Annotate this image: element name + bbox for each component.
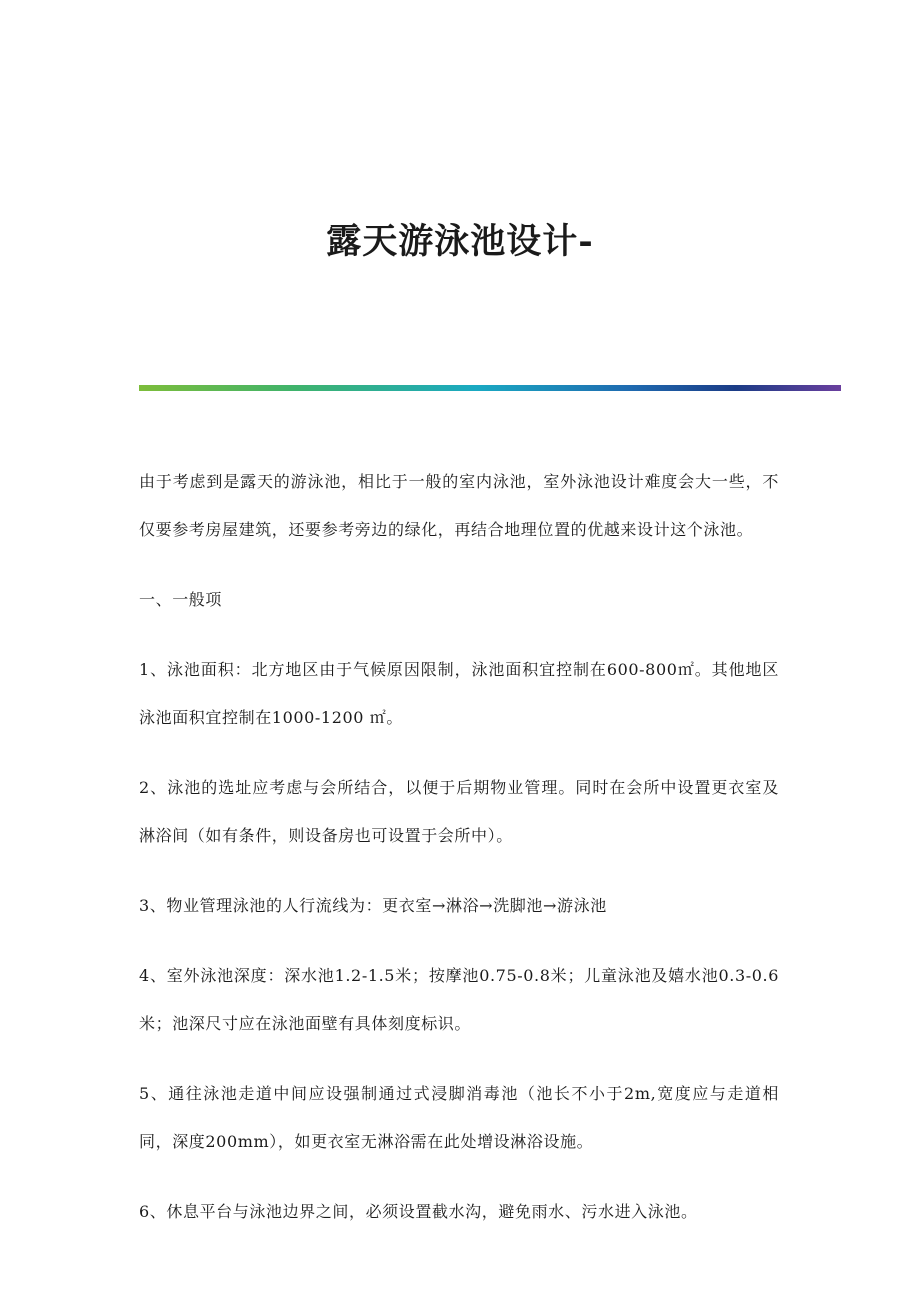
item-6-drainage-ditch: 6、休息平台与泳池边界之间，必须设置截水沟，避免雨水、污水进入泳池。 [139,1202,698,1221]
item-1-pool-area: 1、泳池面积：北方地区由于气候原因限制，泳池面积宜控制在600-800㎡。其他地区泳池面积宜控制在1000-1200 ㎡。 [139,660,779,727]
item-4-pool-depth: 4、室外泳池深度：深水池1.2-1.5米；按摩池0.75-0.8米；儿童泳池及嬉水池0.3-0.6米；池深尺寸应在泳池面壁有具体刻度标识。 [139,966,779,1033]
section-heading-general: 一、一般项 [139,590,223,609]
item-5-foot-bath: 5、通往泳池走道中间应设强制通过式浸脚消毒池（池长不小于2m,宽度应与走道相同，深度200mm），如更衣室无淋浴需在此处增设淋浴设施。 [139,1084,779,1151]
item-2-site-selection: 2、泳池的选址应考虑与会所结合，以便于后期物业管理。同时在会所中设置更衣室及淋浴间（如有条件，则设备房也可设置于会所中）。 [139,778,779,845]
intro-paragraph: 由于考虑到是露天的游泳池，相比于一般的室内泳池，室外泳池设计难度会大一些，不仅要参考房屋建筑，还要参考旁边的绿化，再结合地理位置的优越来设计这个泳池。 [139,472,779,539]
gradient-divider [139,385,841,391]
item-3-pedestrian-flow: 3、物业管理泳池的人行流线为：更衣室→淋浴→洗脚池→游泳池 [139,896,607,915]
document-title: 露天游泳池设计- [326,221,594,262]
document-body [139,458,779,1258]
